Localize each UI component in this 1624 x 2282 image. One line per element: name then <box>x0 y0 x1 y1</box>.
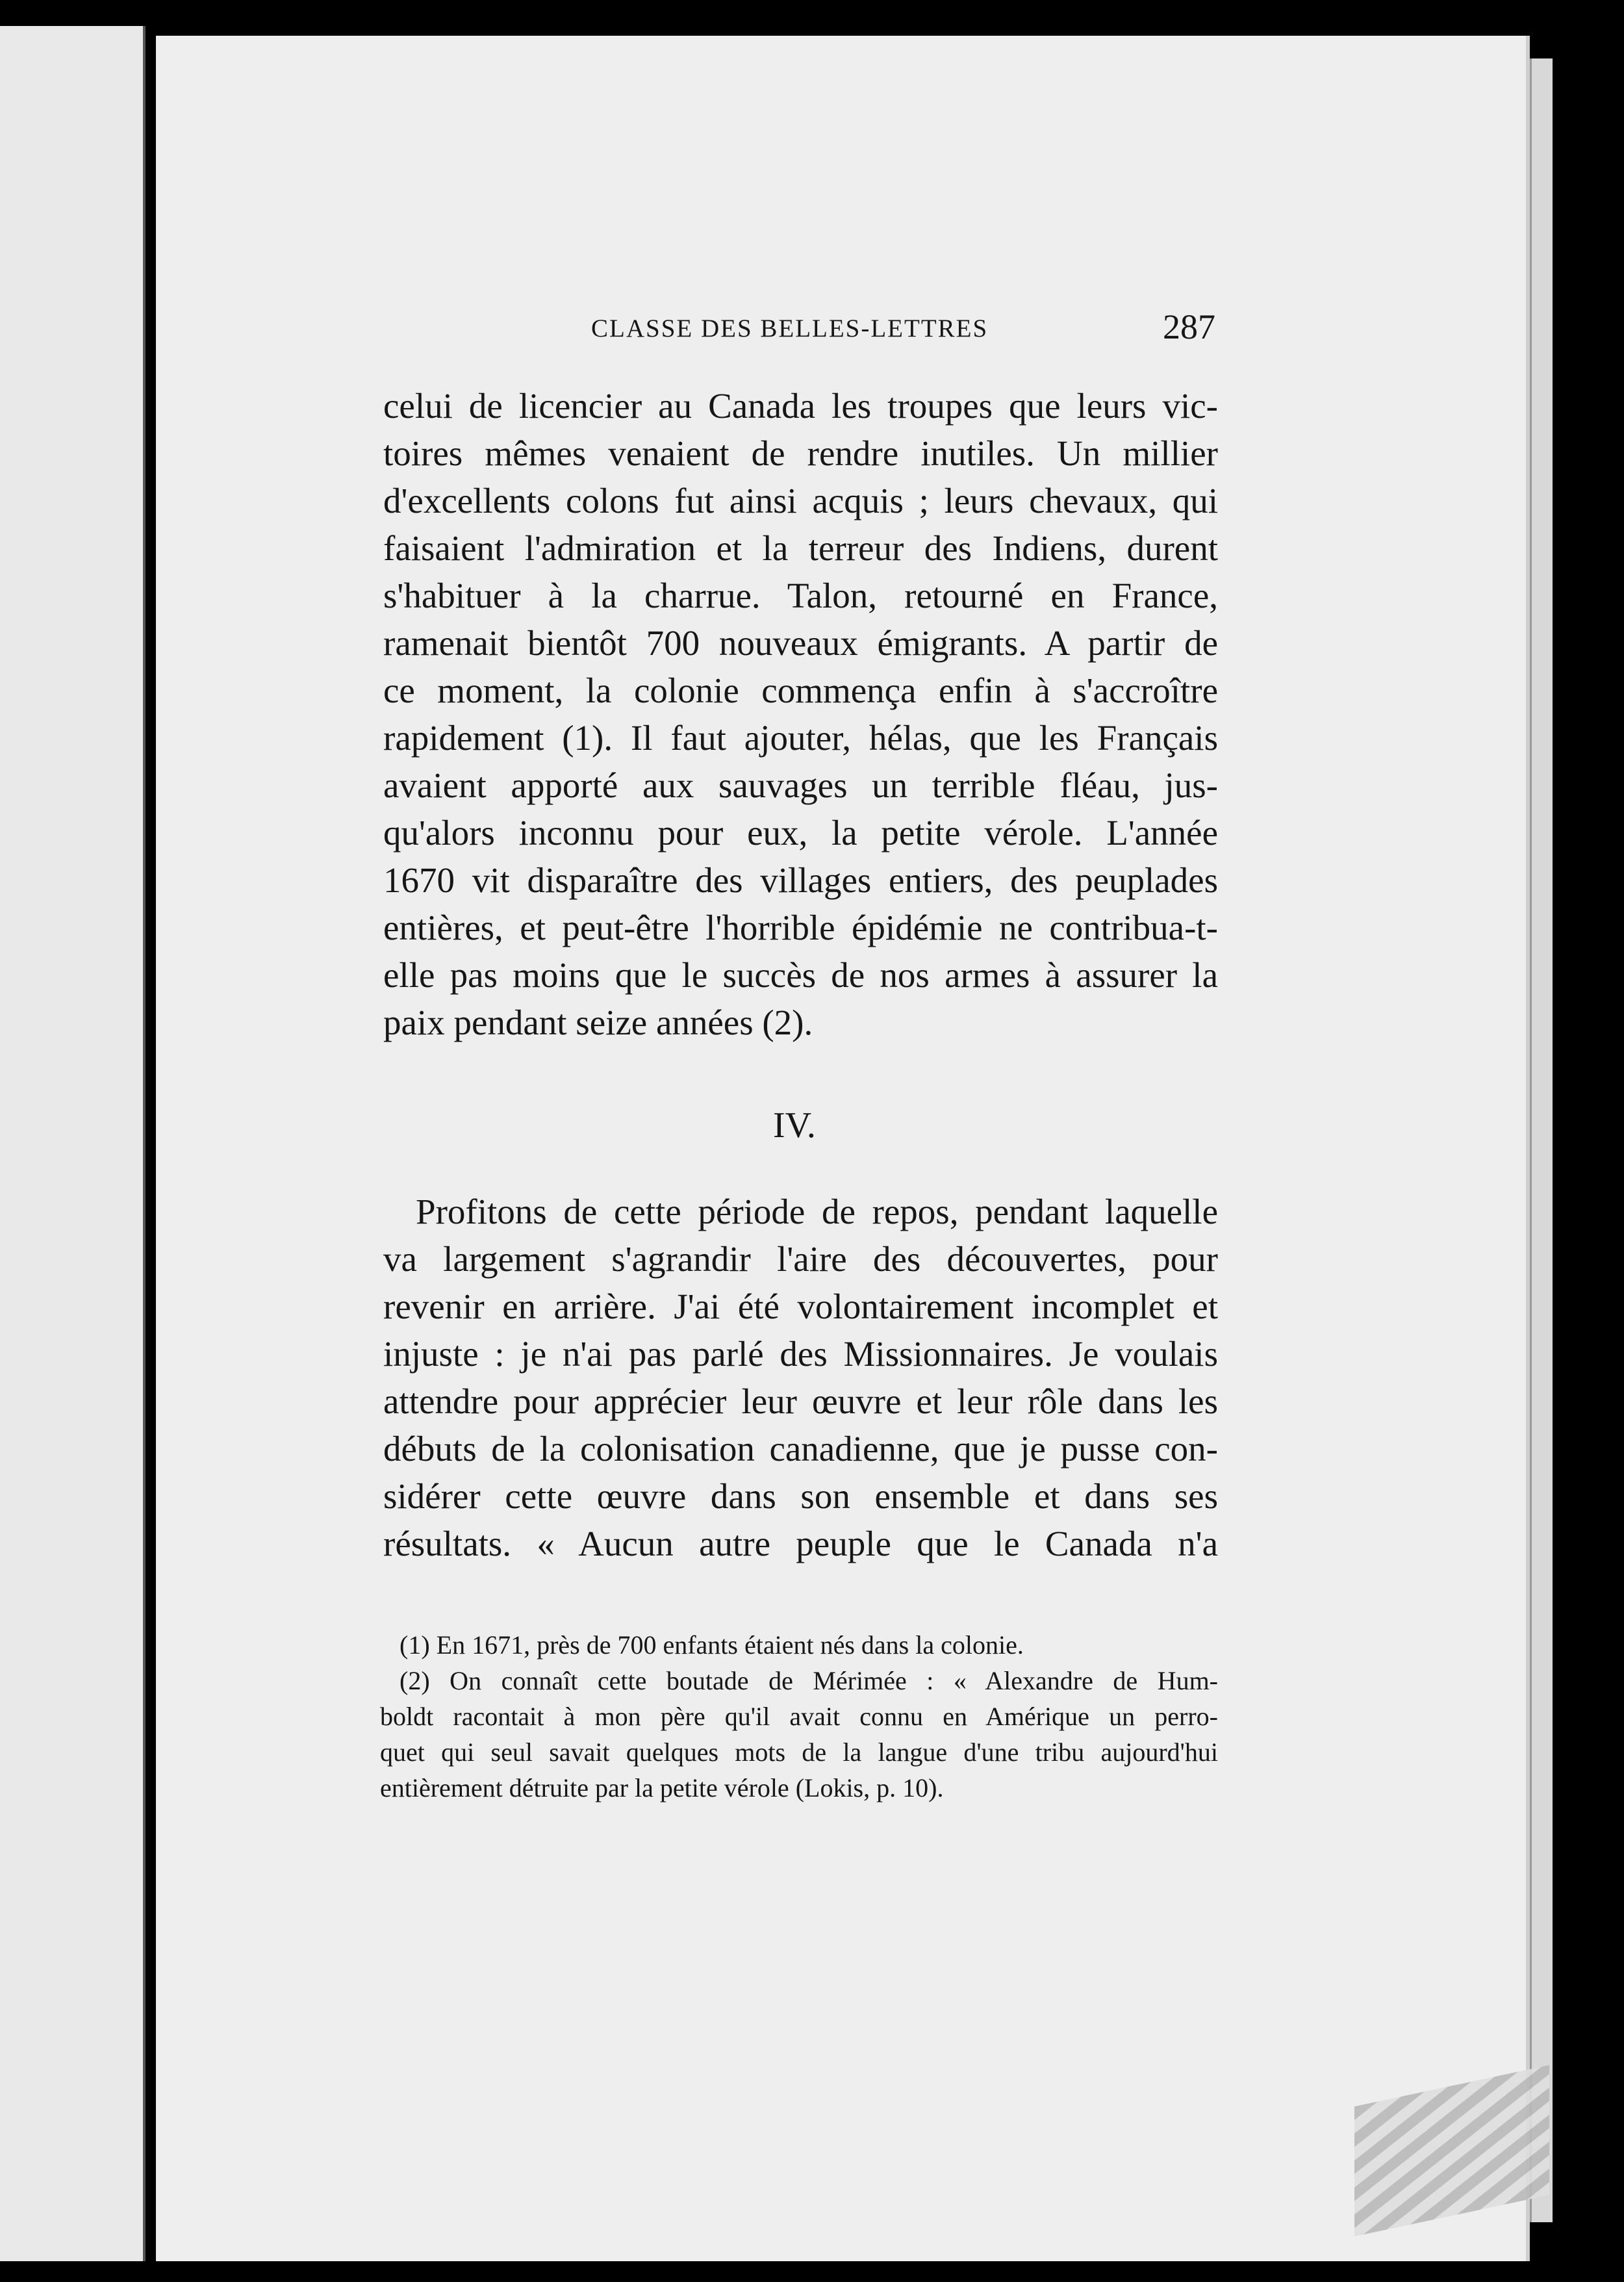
body-line: ramenait bientôt 700 nouveaux émigrants. A partir de <box>383 623 1218 663</box>
body-line: qu'alors inconnu pour eux, la petite vérole. L'année <box>383 813 1218 853</box>
body-line: revenir en arrière. J'ai été volontairement incomplet et <box>383 1287 1218 1326</box>
footnote-2-line: entièrement détruite par la petite vérole (Lokis, p. 10). <box>380 1773 944 1802</box>
section-heading: IV. <box>773 1105 816 1146</box>
body-line: débuts de la colonisation canadienne, que je pusse con- <box>383 1429 1218 1468</box>
running-title: CLASSE DES BELLES-LETTRES <box>591 314 989 342</box>
body-line: résultats. « Aucun autre peuple que le Canada n'a <box>383 1524 1218 1563</box>
body-line: faisaient l'admiration et la terreur des Indiens, durent <box>383 528 1218 568</box>
page-number: 287 <box>1163 307 1215 346</box>
body-line: elle pas moins que le succès de nos armes à assurer la <box>383 955 1218 995</box>
body-line: toires mêmes venaient de rendre inutiles. Un millier <box>383 433 1218 473</box>
body-line: d'excellents colons fut ainsi acquis ; leurs chevaux, qui <box>383 481 1218 520</box>
footnote-2-line: quet qui seul savait quelques mots de la langue d'une tribu aujourd'hui <box>380 1737 1218 1767</box>
body-line: paix pendant seize années (2). <box>383 1003 813 1042</box>
body-line: sidérer cette œuvre dans son ensemble et dans ses <box>383 1476 1218 1516</box>
footnote-1: (1) En 1671, près de 700 enfants étaient nés dans la colonie. <box>400 1630 1024 1660</box>
body-line: va largement s'agrandir l'aire des découvertes, pour <box>383 1239 1218 1279</box>
body-line: ce moment, la colonie commença enfin à s'accroître <box>383 671 1218 710</box>
book-page <box>156 36 1530 2261</box>
footnote-2-line: boldt racontait à mon père qu'il avait connu en Amérique un perro- <box>380 1702 1218 1731</box>
body-line: injuste : je n'ai pas parlé des Missionnaires. Je voulais <box>383 1334 1218 1374</box>
previous-page-edge <box>0 26 146 2261</box>
page-stack-edge <box>1530 58 1553 2222</box>
body-line: celui de licencier au Canada les troupes que leurs vic- <box>383 386 1218 426</box>
body-line: avaient apporté aux sauvages un terrible fléau, jus- <box>383 765 1218 805</box>
body-line: s'habituer à la charrue. Talon, retourné en France, <box>383 576 1218 615</box>
body-line: Profitons de cette période de repos, pendant laquelle <box>416 1192 1218 1231</box>
footnote-2-line: (2) On connaît cette boutade de Mérimée : « Alexandre de Hum- <box>400 1666 1218 1695</box>
body-line: attendre pour apprécier leur œuvre et leur rôle dans les <box>383 1381 1218 1421</box>
body-line: rapidement (1). Il faut ajouter, hélas, que les Français <box>383 718 1218 758</box>
body-line: entières, et peut-être l'horrible épidémie ne contribua-t- <box>383 908 1218 947</box>
body-line: 1670 vit disparaître des villages entiers, des peuplades <box>383 860 1218 900</box>
